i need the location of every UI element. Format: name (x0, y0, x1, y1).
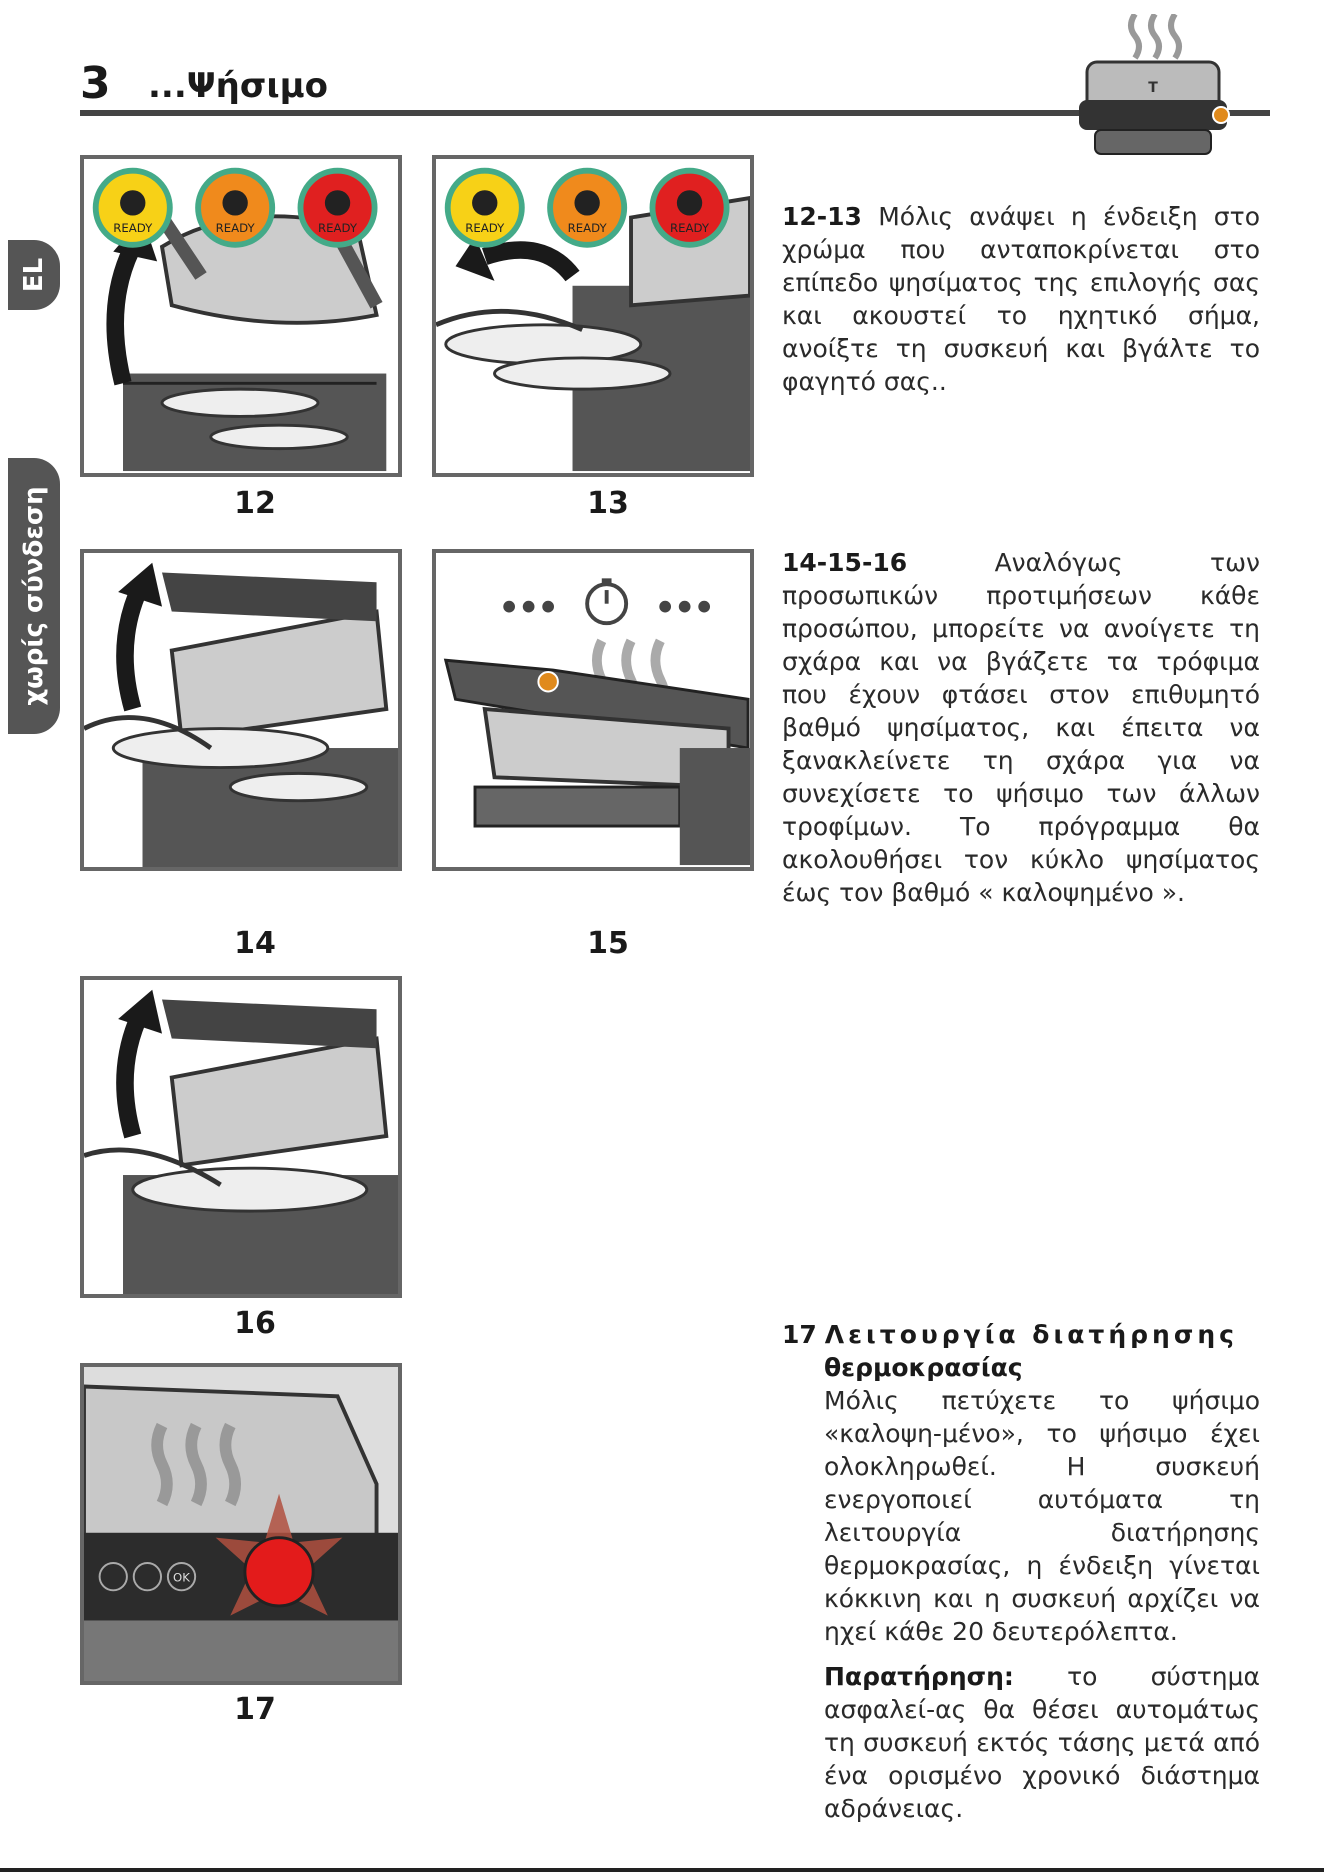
step-17 (782, 1318, 1260, 1825)
step-14-15-16-number: 14-15-16 (782, 548, 908, 577)
grill-icon-brand: T (1148, 80, 1158, 96)
ready-badge-red (652, 171, 726, 245)
panel-13-label: 13 (587, 486, 629, 521)
svg-text:READY: READY (215, 221, 255, 236)
panel-16-illustration (80, 976, 402, 1298)
step-14-15-16-text: Αναλόγως των προσωπικών προτιμήσεων κάθε προσώπου, μπορείτε να ανοίγετε τη σχάρα και να βγάζετε τα τρόφιμα που έχουν φτάσει στον επιθυμητό βαθμό ψησίματος, και έπειτα να ξανακλείνετε τη σχάρα για να συνεχίσετε το ψήσιμο των άλλων τροφίμων. Το πρόγραμμα θα ακολουθήσει τον κύκλο ψησίματος έως τον βαθμό « καλοψημένο ». (782, 548, 1261, 907)
step-12-13 (782, 200, 1260, 398)
step-17-note-label: Παρατήρηση: (824, 1662, 1014, 1691)
panel-15-illustration (432, 549, 754, 871)
language-tab-label: EL (19, 257, 49, 293)
svg-text:READY: READY (318, 221, 358, 236)
page-bottom-rule (0, 1868, 1324, 1872)
red-indicator-light (245, 1538, 313, 1606)
panel-16-label: 16 (234, 1306, 276, 1341)
step-12-13-number: 12-13 (782, 202, 862, 231)
step-17-number: 17 (782, 1320, 817, 1349)
mode-tab (8, 458, 60, 734)
step-14-15-16 (782, 546, 1260, 909)
step-17-note-text: το σύστημα ασφαλεί-ας θα θέσει αυτομάτως τη συσκευή εκτός τάσης μετά από ένα ορισμένο χρονικό διάστημα αδράνειας. (824, 1662, 1261, 1823)
panel-12-label: 12 (234, 486, 276, 521)
svg-text:OK: OK (173, 1570, 190, 1585)
panel-17-label: 17 (234, 1692, 276, 1727)
ready-badge-yellow (448, 171, 522, 245)
panel-12-illustration (80, 155, 402, 477)
ready-badge-orange (198, 171, 272, 245)
step-17-title: Λειτουργία διατήρησης (824, 1320, 1238, 1349)
mode-tab-label: χωρίς σύνδεση (19, 486, 49, 706)
grill-icon (1075, 14, 1231, 158)
svg-text:READY: READY (465, 221, 505, 236)
ready-badge-yellow (96, 171, 170, 245)
panel-14-illustration (80, 549, 402, 871)
svg-text:READY: READY (567, 221, 607, 236)
step-12-13-text: Μόλις ανάψει η ένδειξη στο χρώμα που ανταποκρίνεται στο επίπεδο ψησίματος της επιλογής σας και ακουστεί το ηχητικό σήμα, ανοίξτε τη συσκευή και βγάλτε το φαγητό σας.. (782, 202, 1260, 396)
section-title: ...Ψήσιμο (148, 66, 328, 106)
panel-14-label: 14 (234, 926, 276, 961)
ready-badge-orange (550, 171, 624, 245)
svg-text:READY: READY (670, 221, 710, 236)
panel-17-illustration (80, 1363, 402, 1685)
step-17-title-cont: θερμοκρασίας (824, 1353, 1023, 1382)
panel-13-illustration (432, 155, 754, 477)
ready-badge-red (300, 171, 374, 245)
language-tab (8, 240, 60, 310)
step-17-note (782, 1660, 1260, 1825)
section-number: 3 (80, 58, 111, 109)
step-17-text: Μόλις πετύχετε το ψήσιμο «καλοψη-μένο», το ψήσιμο έχει ολοκληρωθεί. Η συσκευή ενεργοποιεί αυτόματα τη λειτουργία διατήρησης θερμοκρασίας, η ένδειξη γίνεται κόκκινη και η συσκευή αρχίζει να ηχεί κάθε 20 δευτερόλεπτα. (824, 1386, 1260, 1646)
svg-text:READY: READY (113, 221, 153, 236)
panel-15-label: 15 (587, 926, 629, 961)
timer-indicator (503, 578, 710, 623)
